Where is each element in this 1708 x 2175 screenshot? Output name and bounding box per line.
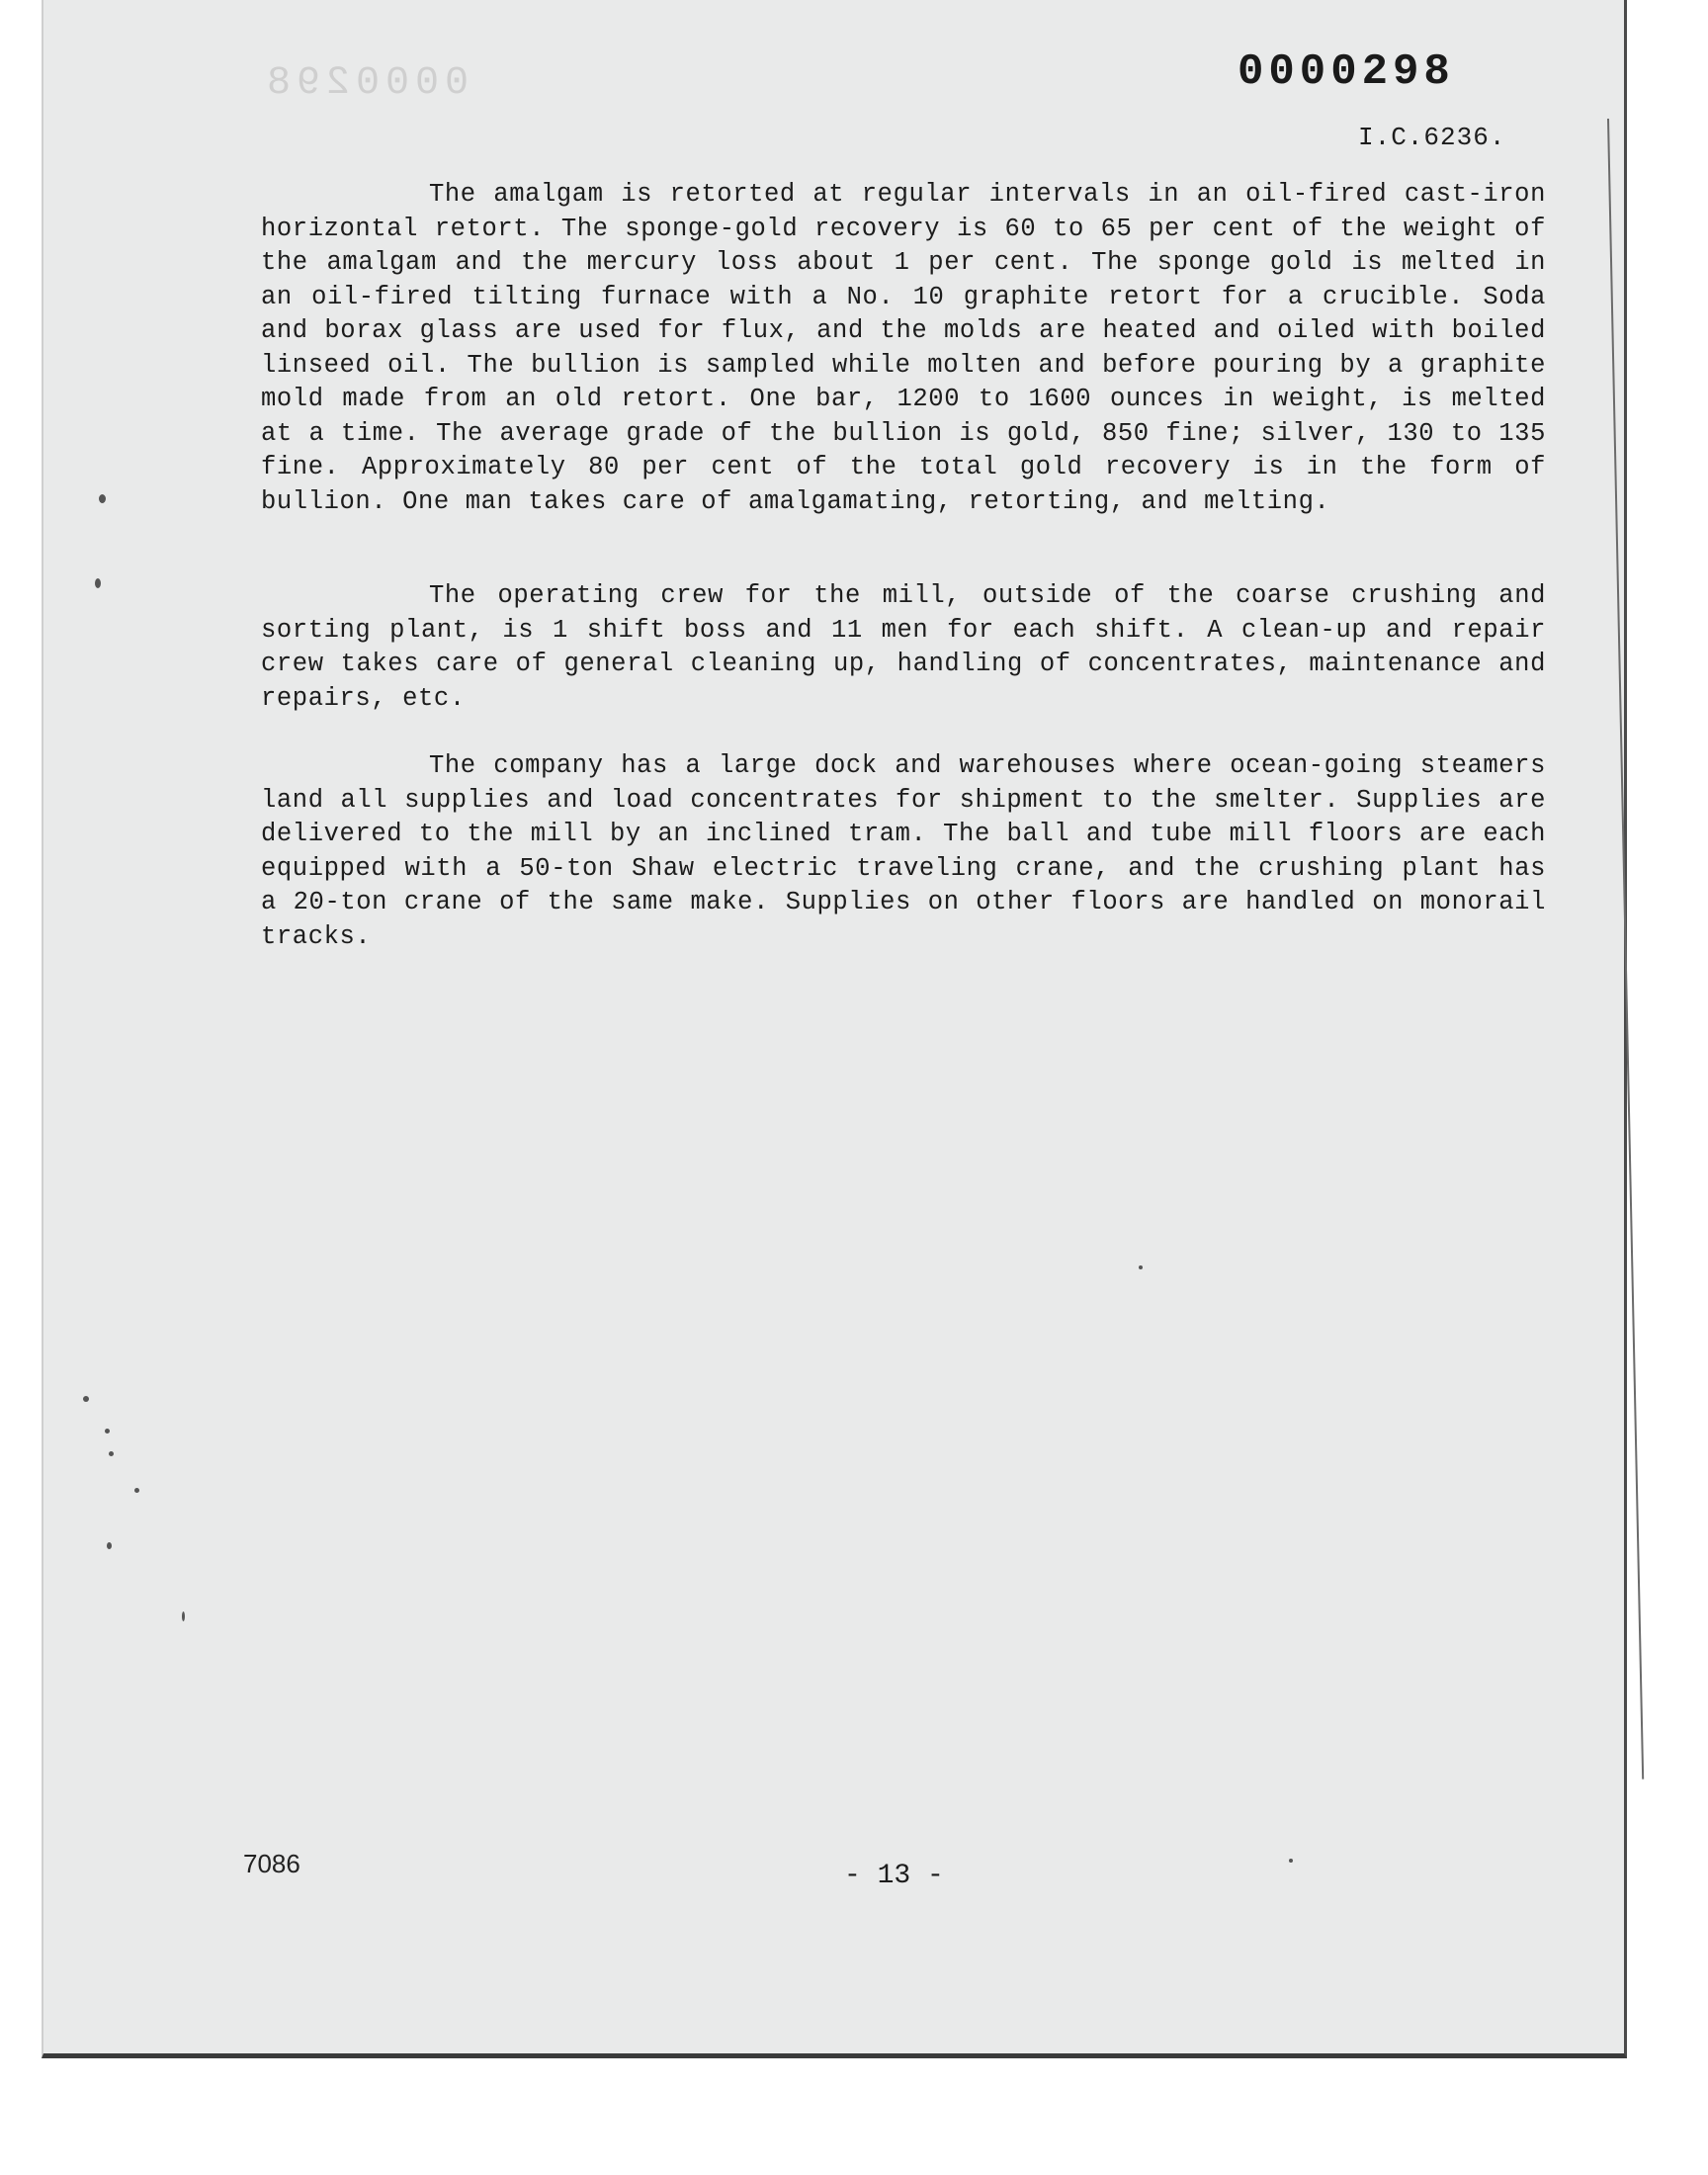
scan-edge-line — [1607, 119, 1644, 1780]
page-number: - 13 - — [844, 1861, 944, 1891]
paragraph-operating-crew: The operating crew for the mill, outside of the coarse crushing and sorting plant, is 1 shift boss and 11 men for each shift. A clean-up and repair crew takes care of general cleaning up, handling of concentrates, maintenance and repairs, etc. — [261, 581, 1546, 713]
document-page — [42, 0, 1627, 2058]
scan-speck — [95, 578, 101, 588]
paragraph-amalgam: The amalgam is retorted at regular intervals in an oil-fired cast-iron horizontal retort. The sponge-gold recovery is 60 to 65 per cent of the weight of the amalgam and the mercury loss about 1 per cent. The sponge gold is melted in an oil-fired tilting furnace with a No. 10 graphite retort for a crucible. Soda and borax glass are used for flux, and the molds are heated and oiled with boiled linseed oil. The bullion is sampled while molten and before pouring by a graphite mold made from an old retort. One bar, 1200 to 1600 ounces in weight, is melted at a time. The average grade of the bullion is gold, 850 fine; silver, 130 to 135 fine. Approximately 80 per cent of the total gold recovery is in the form of bullion. One man takes care of amalgamating, retorting, and melting. — [261, 180, 1546, 516]
scan-speck — [83, 1396, 89, 1402]
paragraph-dock-supplies: The company has a large dock and warehouses where ocean-going steamers land all supplies and load concentrates for shipment to the smelter. Supplies are delivered to the mill by an inclined tram. The ball and tube mill floors are each equipped with a 50-ton Shaw electric traveling crane, and the crushing plant has a 20-ton crane of the same make. Supplies on other floors are handled on monorail tracks. — [261, 751, 1546, 951]
scan-speck — [134, 1488, 139, 1493]
stamp-number: 0000298 — [1238, 47, 1455, 97]
ghost-stamp-number: 0000298 — [261, 61, 470, 106]
scan-speck — [182, 1611, 185, 1621]
form-number: 7086 — [243, 1849, 300, 1878]
scan-speck — [107, 1542, 112, 1549]
scan-speck — [1139, 1265, 1143, 1269]
scan-speck — [109, 1451, 114, 1456]
scan-speck — [105, 1429, 110, 1434]
scan-speck — [1289, 1859, 1293, 1863]
document-code: I.C.6236. — [1358, 123, 1506, 152]
scan-speck — [99, 494, 106, 503]
